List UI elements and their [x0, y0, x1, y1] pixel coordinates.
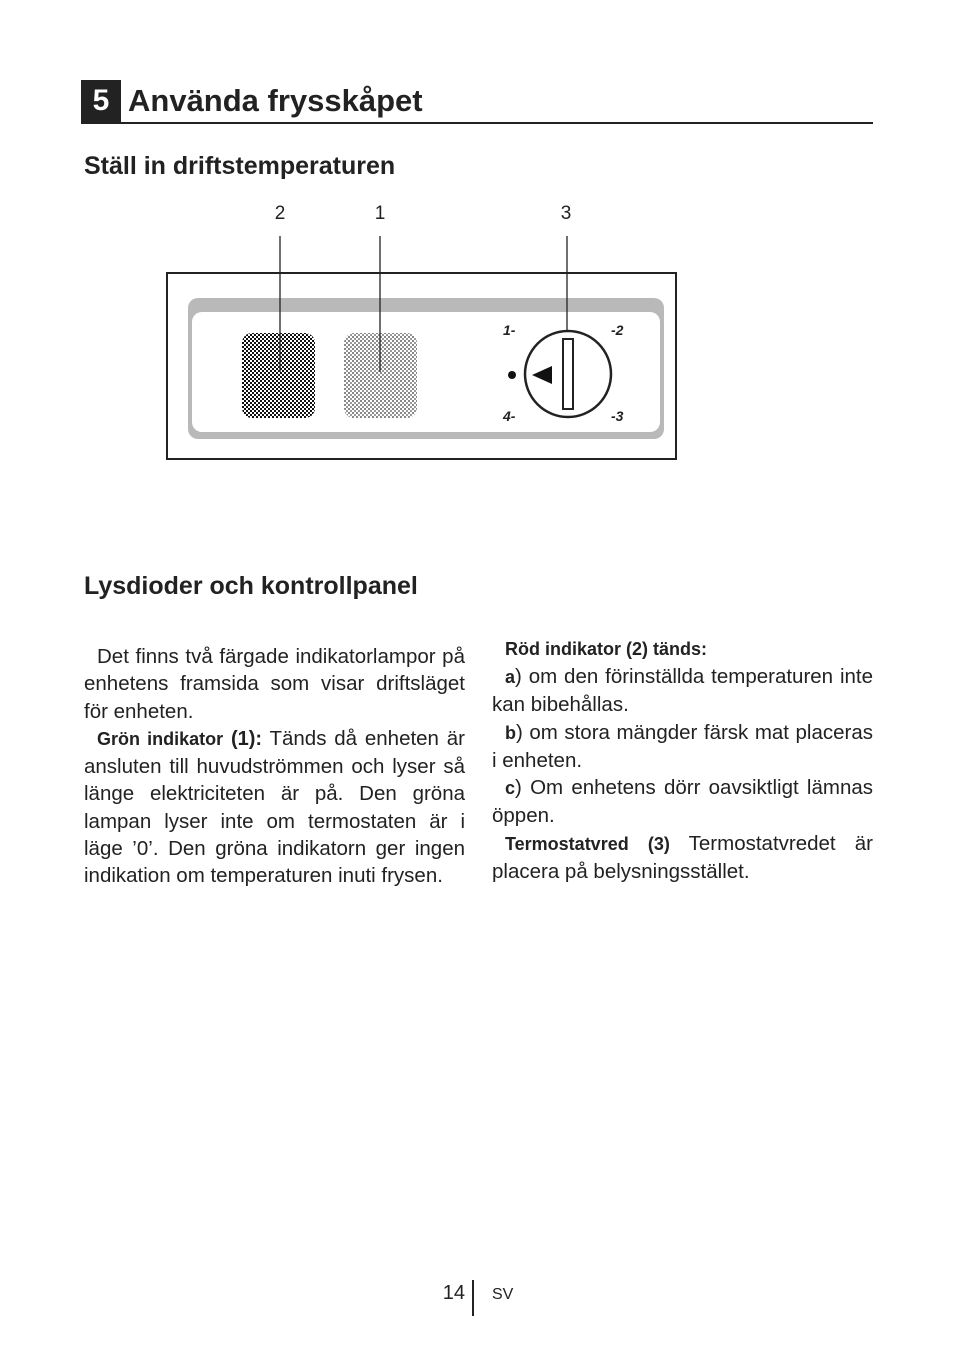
- page-footer: [0, 1280, 954, 1316]
- section-title-leds: Lysdioder och kontrollpanel: [84, 572, 418, 600]
- dial-mark-3: -3: [611, 408, 624, 424]
- list-text-c: ) Om enhetens dörr oavsiktligt lämnas öppen.: [492, 776, 873, 828]
- list-item-b: [492, 719, 873, 775]
- control-panel-diagram: [0, 0, 954, 480]
- green-indicator-label: Grön indikator: [97, 728, 224, 749]
- chapter-number: 5: [81, 80, 121, 122]
- callout-1: 1: [374, 203, 386, 224]
- dial-mark-2: -2: [611, 322, 624, 338]
- list-letter-a: a: [505, 667, 516, 687]
- language-code: SV: [492, 1286, 514, 1303]
- list-item-c: [492, 774, 873, 830]
- list-letter-b: b: [505, 722, 516, 743]
- red-indicator-lamp: [242, 333, 315, 418]
- green-indicator-number: (1):: [230, 727, 263, 750]
- thermostat-number: (3): [647, 833, 670, 854]
- thermostat-text: Termostatvredet är placera på belysningsstället.: [492, 831, 873, 884]
- list-letter-c: c: [505, 778, 516, 799]
- red-indicator-heading: Röd indikator (2) tänds:: [505, 639, 707, 659]
- footer-divider: [472, 1280, 474, 1316]
- intro-paragraph: Det finns två färgade indikatorlampor på enhetens framsida som visar driftsläget för enheten.: [84, 645, 465, 723]
- list-text-a: ) om den förinställda temperaturen inte kan bibehållas.: [492, 665, 873, 717]
- list-item-a: [492, 663, 873, 719]
- section-title-temperature: Ställ in driftstemperaturen: [84, 152, 396, 180]
- page-number: 14: [442, 1282, 465, 1304]
- list-text-b: ) om stora mängder färsk mat placeras i enheten.: [492, 720, 873, 772]
- chapter-title: Använda frysskåpet: [128, 83, 423, 118]
- dial-mark-4: 4-: [503, 408, 516, 424]
- dial-dot-icon: [508, 371, 516, 379]
- callout-3: 3: [560, 203, 572, 224]
- left-column: [84, 643, 465, 890]
- dial-mark-1: 1-: [503, 322, 516, 338]
- callout-2: 2: [274, 203, 286, 224]
- green-indicator-text: Tänds då enheten är ansluten till huvudströmmen och lyser så länge elektriciteten är på. Den gröna lampan lyser inte om termostaten är i läge ’0’. Den gröna indikatorn ger ingen indikation om temperaturen inuti frysen.: [84, 726, 465, 888]
- dial-grip: [563, 339, 573, 409]
- thermostat-label: Termostatvred: [505, 833, 629, 854]
- right-column: [492, 636, 873, 885]
- green-indicator-paragraph: [84, 725, 465, 890]
- thermostat-paragraph: [492, 830, 873, 886]
